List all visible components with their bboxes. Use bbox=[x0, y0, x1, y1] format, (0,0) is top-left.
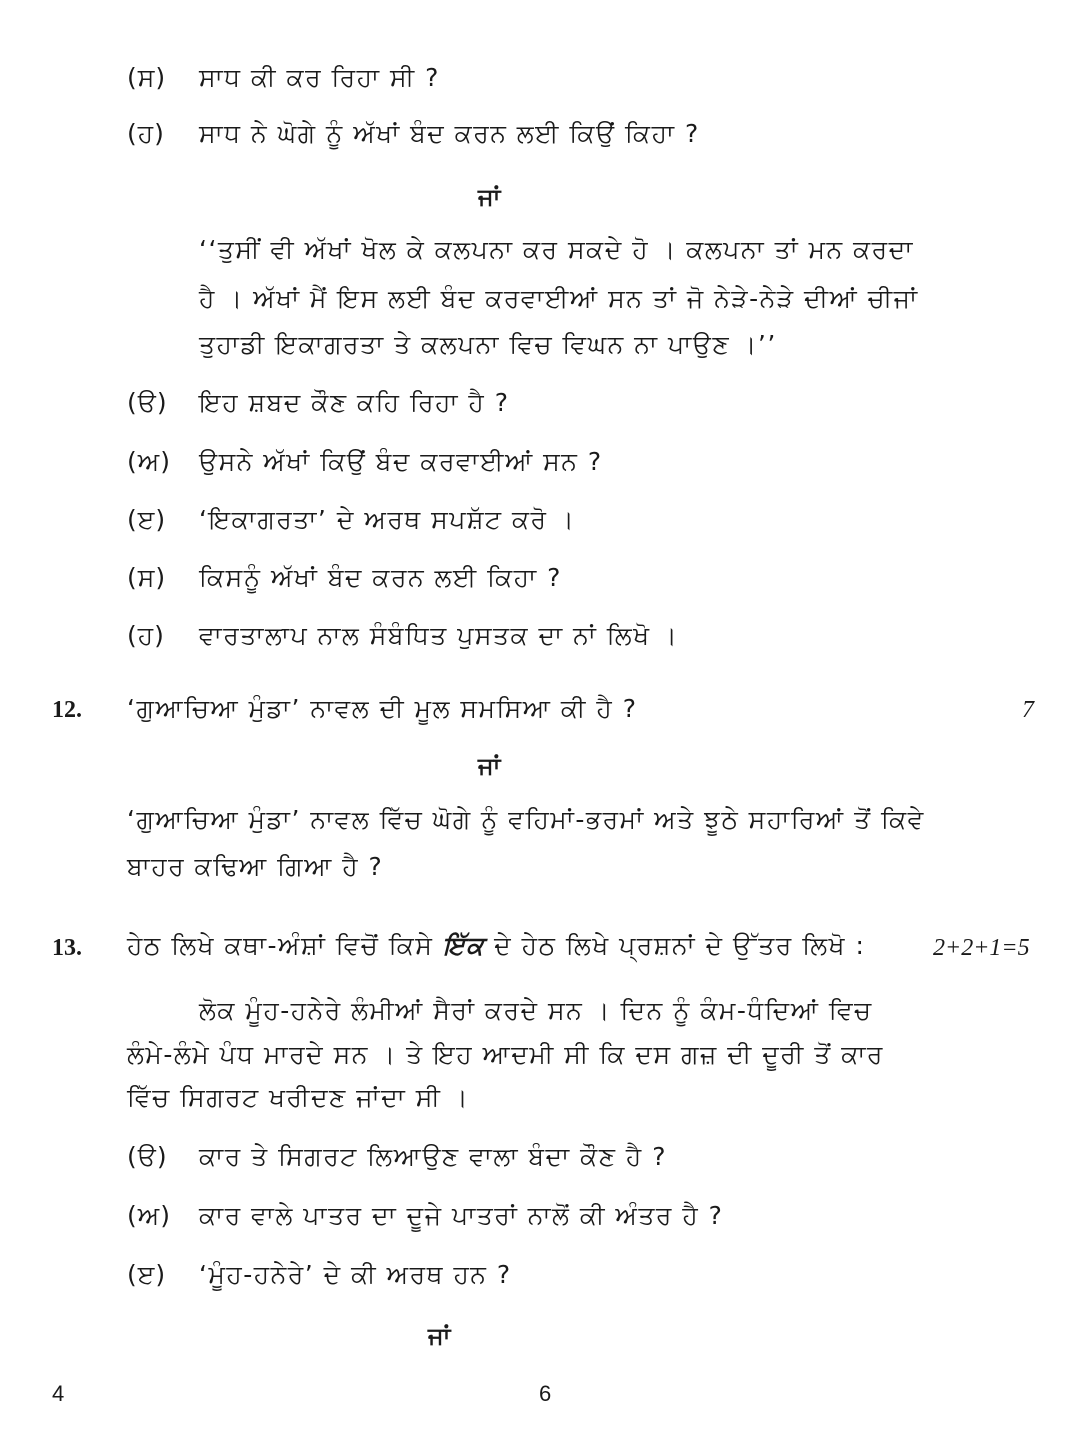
option-label: (ਸ) bbox=[127, 563, 167, 592]
question-text-part: ਦੇ ਹੇਠ ਲਿਖੇ ਪ੍ਰਸ਼ਨਾਂ ਦੇ ਉੱਤਰ ਲਿਖੋ : bbox=[494, 931, 866, 960]
option-label: (ਅ) bbox=[127, 447, 172, 476]
passage-line: ਤੁਹਾਡੀ ਇਕਾਗਰਤਾ ਤੇ ਕਲਪਨਾ ਵਿਚ ਵਿਘਨ ਨਾ ਪਾਉਣ ।’’ bbox=[199, 330, 777, 359]
question-alt-line: ਬਾਹਰ ਕਢਿਆ ਗਿਆ ਹੈ ? bbox=[127, 852, 384, 881]
option-text: ਕਾਰ ਤੇ ਸਿਗਰਟ ਲਿਆਉਣ ਵਾਲਾ ਬੰਦਾ ਕੌਣ ਹੈ ? bbox=[199, 1142, 667, 1171]
option-label: (ੳ) bbox=[127, 388, 168, 417]
passage-line: ਹੈ । ਅੱਖਾਂ ਮੈਂ ਇਸ ਲਈ ਬੰਦ ਕਰਵਾਈਆਂ ਸਨ ਤਾਂ ਜੋ ਨੇੜੇ-ਨੇੜੇ ਦੀਆਂ ਚੀਜਾਂ bbox=[199, 284, 919, 313]
question-number: 13. bbox=[52, 935, 82, 961]
option-text: ਵਾਰਤਾਲਾਪ ਨਾਲ ਸੰਬੰਧਿਤ ਪੁਸਤਕ ਦਾ ਨਾਂ ਲਿਖੋ । bbox=[199, 621, 679, 650]
option-text: ‘ਮੂੰਹ-ਹਨੇਰੇ’ ਦੇ ਕੀ ਅਰਥ ਹਨ ? bbox=[199, 1260, 512, 1289]
option-label: (ੲ) bbox=[127, 505, 167, 534]
option-text: ‘ਇਕਾਗਰਤਾ’ ਦੇ ਅਰਥ ਸਪਸ਼ੱਟ ਕਰੋ । bbox=[199, 505, 576, 534]
passage-line: ‘‘ਤੁਸੀਂ ਵੀ ਅੱਖਾਂ ਖੋਲ ਕੇ ਕਲਪਨਾ ਕਰ ਸਕਦੇ ਹੋ । ਕਲਪਨਾ ਤਾਂ ਮਨ ਕਰਦਾ bbox=[199, 235, 914, 264]
question-marks: 7 bbox=[1022, 697, 1034, 723]
option-text: ਸਾਧ ਕੀ ਕਰ ਰਿਹਾ ਸੀ ? bbox=[199, 63, 440, 92]
passage-line: ਲੋਕ ਮੂੰਹ-ਹਨੇਰੇ ਲੰਮੀਆਂ ਸੈਰਾਂ ਕਰਦੇ ਸਨ । ਦਿਨ ਨੂੰ ਕੰਮ-ਧੰਦਿਆਂ ਵਿਚ bbox=[199, 996, 873, 1025]
question-alt-line: ‘ਗੁਆਚਿਆ ਮੁੰਡਾ’ ਨਾਵਲ ਵਿੱਚ ਘੋਗੇ ਨੂੰ ਵਹਿਮਾਂ-ਭਰਮਾਂ ਅਤੇ ਝੂਠੇ ਸਹਾਰਿਆਂ ਤੋਂ ਕਿਵੇ bbox=[127, 805, 925, 834]
passage-line: ਵਿੱਚ ਸਿਗਰਟ ਖਰੀਦਣ ਜਾਂਦਾ ਸੀ । bbox=[127, 1083, 470, 1112]
option-label: (ਹ) bbox=[127, 621, 165, 650]
or-divider: ਜਾਂ bbox=[478, 752, 501, 780]
option-text: ਉਸਨੇ ਅੱਖਾਂ ਕਿਉਂ ਬੰਦ ਕਰਵਾਈਆਂ ਸਨ ? bbox=[199, 447, 603, 476]
option-label: (ਹ) bbox=[127, 119, 165, 148]
question-text-emphasis: ਇੱਕ bbox=[442, 931, 485, 960]
page-number: 6 bbox=[539, 1381, 552, 1406]
page-code: 4 bbox=[52, 1381, 65, 1406]
question-marks: 2+2+1=5 bbox=[933, 935, 1030, 961]
option-text: ਇਹ ਸ਼ਬਦ ਕੌਣ ਕਹਿ ਰਿਹਾ ਹੈ ? bbox=[199, 388, 510, 417]
question-number: 12. bbox=[52, 697, 82, 723]
or-divider: ਜਾਂ bbox=[428, 1322, 451, 1350]
option-text: ਸਾਧ ਨੇ ਘੋਗੇ ਨੂੰ ਅੱਖਾਂ ਬੰਦ ਕਰਨ ਲਈ ਕਿਉਂ ਕਿਹਾ ? bbox=[199, 119, 700, 148]
question-text: ‘ਗੁਆਚਿਆ ਮੁੰਡਾ’ ਨਾਵਲ ਦੀ ਮੂਲ ਸਮਸਿਆ ਕੀ ਹੈ ? bbox=[127, 694, 638, 723]
option-text: ਕਿਸਨੂੰ ਅੱਖਾਂ ਬੰਦ ਕਰਨ ਲਈ ਕਿਹਾ ? bbox=[199, 563, 562, 592]
question-text-part: ਹੇਠ ਲਿਖੇ ਕਥਾ-ਅੰਸ਼ਾਂ ਵਿਚੋਂ ਕਿਸੇ bbox=[127, 931, 434, 960]
option-label: (ਅ) bbox=[127, 1201, 172, 1230]
option-text: ਕਾਰ ਵਾਲੇ ਪਾਤਰ ਦਾ ਦੂਜੇ ਪਾਤਰਾਂ ਨਾਲੋਂ ਕੀ ਅੰਤਰ ਹੈ ? bbox=[199, 1201, 724, 1230]
question-text bbox=[127, 931, 865, 961]
passage-line: ਲੰਮੇ-ਲੰਮੇ ਪੰਧ ਮਾਰਦੇ ਸਨ । ਤੇ ਇਹ ਆਦਮੀ ਸੀ ਕਿ ਦਸ ਗਜ਼ ਦੀ ਦੂਰੀ ਤੋਂ ਕਾਰ bbox=[127, 1040, 884, 1069]
option-label: (ਸ) bbox=[127, 63, 167, 92]
option-label: (ੲ) bbox=[127, 1260, 167, 1289]
option-label: (ੳ) bbox=[127, 1142, 168, 1171]
or-divider: ਜਾਂ bbox=[478, 183, 501, 211]
